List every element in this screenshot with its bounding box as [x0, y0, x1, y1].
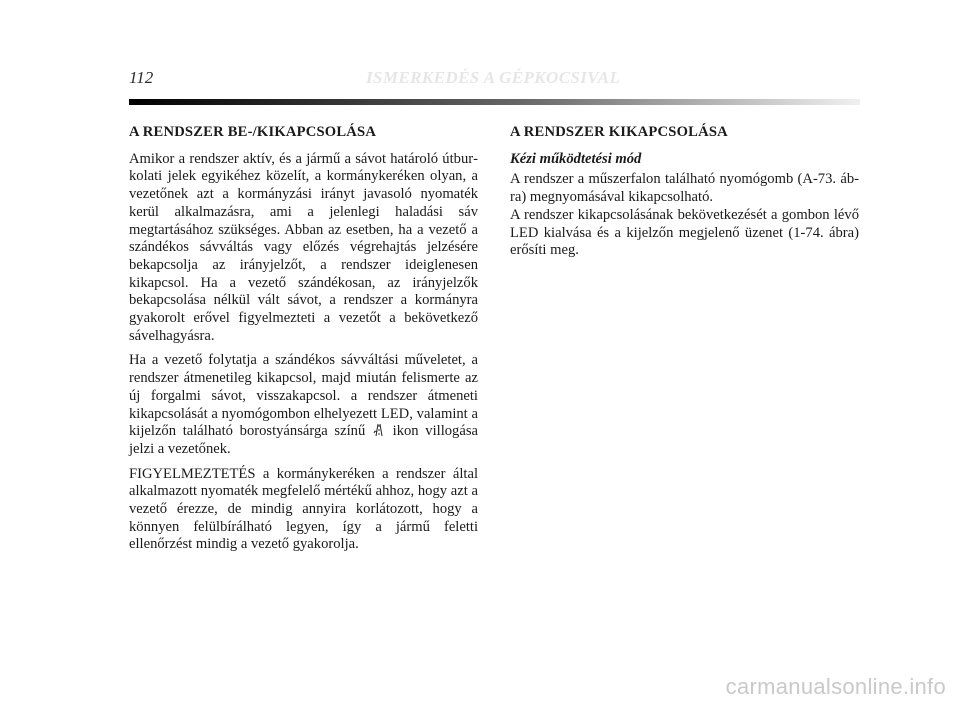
paragraph-led-confirmation: A rendszer kikapcsolásának bekövetkezését a gombon lévő LED kialvása és a kijelzőn megjelenő üzenet (1-74. ábra) erősíti meg. [510, 206, 859, 259]
page-number: 112 [129, 68, 154, 87]
running-title: ISMERKEDÉS A GÉPKOCSIVAL [366, 68, 621, 87]
paragraph-button-off: A rendszer a műszerfalon található nyomógomb (A-73. ábra) megnyomásával kikapcsolható. [510, 171, 859, 206]
left-column [129, 124, 478, 561]
paragraph-lane-change [129, 352, 478, 458]
paragraph-warning: FIGYELMEZTETÉS a kormánykeréken a rendszer által alkalmazott nyomaték megfelelő mértékű ahhoz, hogy azt a vezető érezze, de mindig annyira korlátozott, hogy a könnyen felülbírálható legyen, így a jármű feletti ellenőrzést mindig a vezető gyakorolja. [129, 465, 478, 553]
header-rule [129, 99, 860, 105]
section-heading-system-on-off: A RENDSZER BE-/KIKAPCSOLÁSA [129, 124, 377, 140]
paragraph-system-active: Amikor a rendszer aktív, és a jármű a sávot határoló útburkolati jelek egyikéhez közelít, a kormánykeréken olyan, a vezetőnek azt a kormányzási irányt javasoló nyomaték kerül alkalmazásra, ami a jelenlegi haladási sáv megtartásához szükséges. Abban az esetben, ha a vezető a szándékos sávváltás vagy előzés végrehajtás jelzésére bekapcsolja az irányjelzőt, a rendszer ideiglenesen kikapcsol. Ha a vezető szándékosan, az irányjelzők bekapcsolása nélkül vált sávot, a rendszer a kormányra gyakorolt erővel figyelmezteti a vezetőt a bekövetkező sávelhagyásra. [129, 150, 478, 344]
subheading-manual-mode: Kézi működtetési mód [510, 150, 642, 167]
section-heading-system-off: A RENDSZER KIKAPCSOLÁSA [510, 124, 728, 140]
watermark: carmanualsonline.info [725, 674, 946, 699]
paragraph-lane-change-text-end: ikon villogása jelzi a vezetőnek. [129, 423, 478, 457]
right-column [510, 124, 859, 260]
lane-departure-icon [373, 423, 385, 437]
paragraph-lane-change-text: Ha a vezető folytatja a szándékos sávváltási műveletet, a rendszer átmenetileg kikapcsol, majd miután felismerte az új forgalmi sávot, visszakapcsol. a rendszer átmeneti kikapcsolását a nyomógombon elhelyezett LED, valamint a kijelzőn található borostyánsárga színű [129, 352, 478, 440]
